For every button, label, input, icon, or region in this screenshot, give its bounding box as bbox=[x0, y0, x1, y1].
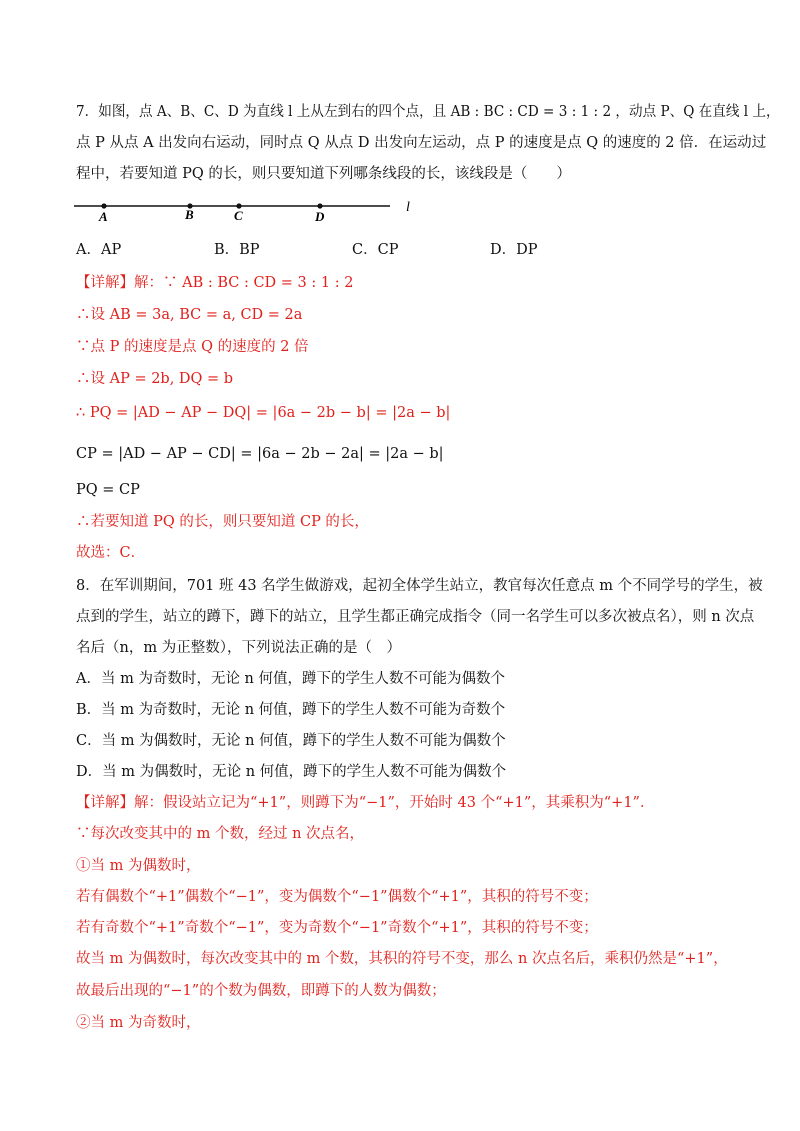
line-l-label: l bbox=[406, 200, 410, 215]
q8-solution-line-1: 【详解】解：假设站立记为“+1”，则蹲下为“−1”，开始时 43 个“+1”，其乘积为“+1”． bbox=[76, 795, 655, 811]
q7-option-b: B．BP bbox=[214, 242, 260, 258]
q8-solution-line-7: 故最后出现的“−1”的个数为偶数，即蹲下的人数为偶数； bbox=[76, 983, 446, 999]
q8-solution-line-3: ①当 m 为偶数时， bbox=[76, 858, 201, 874]
q7-solution-line-2: ∴设 AB = 3a, BC = a, CD = 2a bbox=[76, 307, 303, 323]
q7-solution-line-4: ∴设 AP = 2b, DQ = b bbox=[76, 371, 234, 387]
q8-solution-line-8: ②当 m 为奇数时， bbox=[76, 1015, 201, 1031]
q7-option-d: D．DP bbox=[490, 242, 538, 258]
point-a bbox=[101, 203, 106, 208]
q7-solution-line-5: ∴ PQ = |AD − AP − DQ| = |6a − 2b − b| = |2a − b| bbox=[76, 405, 451, 421]
q7-solution-line-8: ∴若要知道 PQ 的长，则只要知道 CP 的长， bbox=[76, 514, 369, 530]
q8-stem-line-2: 点到的学生，站立的蹲下，蹲下的站立，且学生都正确完成指令（同一名学生可以多次被点名），则 n 次点 bbox=[76, 609, 755, 625]
q7-stem-line-3: 程中，若要知道 PQ 的长，则只要知道下列哪条线段的长，该线段是（ ） bbox=[76, 166, 571, 182]
q8-stem-line-3: 名后（n，m 为正整数），下列说法正确的是（ ） bbox=[76, 640, 401, 656]
q7-stem-line-1: 7．如图，点 A、B、C、D 为直线 l 上从左到右的四个点，且 AB : BC : CD = 3 : 1 : 2 ，动点 P、Q 在直线 l 上， bbox=[76, 104, 780, 120]
q8-solution-line-4: 若有偶数个“+1”偶数个“−1”，变为偶数个“−1”偶数个“+1”，其积的符号不变； bbox=[76, 889, 598, 905]
point-d bbox=[317, 203, 322, 208]
point-c-label: C bbox=[234, 208, 243, 223]
q8-option-a: A．当 m 为奇数时，无论 n 何值，蹲下的学生人数不可能为偶数个 bbox=[76, 671, 505, 687]
q7-solution-line-3: ∵点 P 的速度是点 Q 的速度的 2 倍 bbox=[76, 339, 309, 355]
q8-option-b: B．当 m 为奇数时，无论 n 何值，蹲下的学生人数不可能为奇数个 bbox=[76, 702, 506, 718]
q8-option-c: C．当 m 为偶数时，无论 n 何值，蹲下的学生人数不可能为偶数个 bbox=[76, 733, 506, 749]
point-b-label: B bbox=[185, 207, 194, 222]
q7-number-line-figure bbox=[70, 193, 430, 227]
q7-stem-line-2: 点 P 从点 A 出发向右运动，同时点 Q 从点 D 出发向左运动，点 P 的速度是点 Q 的速度的 2 倍．在运动过 bbox=[76, 135, 767, 151]
q7-answer: 故选：C． bbox=[76, 545, 146, 561]
q7-solution-line-1: 【详解】解：∵ AB : BC : CD = 3 : 1 : 2 bbox=[76, 275, 354, 291]
q7-solution-line-6: CP = |AD − AP − CD| = |6a − 2b − 2a| = |2a − b| bbox=[76, 446, 444, 462]
q7-option-a: A．AP bbox=[76, 242, 122, 258]
q7-solution-line-7: PQ = CP bbox=[76, 482, 140, 498]
q7-option-c: C．CP bbox=[352, 242, 399, 258]
q8-solution-line-6: 故当 m 为偶数时，每次改变其中的 m 个数，其积的符号不变，那么 n 次点名后，乘积仍然是“+1”， bbox=[76, 951, 728, 967]
q8-solution-line-5: 若有奇数个“+1”奇数个“−1”，变为奇数个“−1”奇数个“+1”，其积的符号不变； bbox=[76, 920, 598, 936]
point-a-label: A bbox=[99, 209, 108, 224]
q8-solution-line-2: ∵每次改变其中的 m 个数，经过 n 次点名， bbox=[76, 826, 365, 842]
q8-option-d: D．当 m 为偶数时，无论 n 何值，蹲下的学生人数不可能为偶数个 bbox=[76, 764, 507, 780]
point-d-label: D bbox=[315, 209, 325, 224]
q8-stem-line-1: 8．在军训期间，701 班 43 名学生做游戏，起初全体学生站立，教官每次任意点 m 个不同学号的学生，被 bbox=[76, 578, 763, 594]
